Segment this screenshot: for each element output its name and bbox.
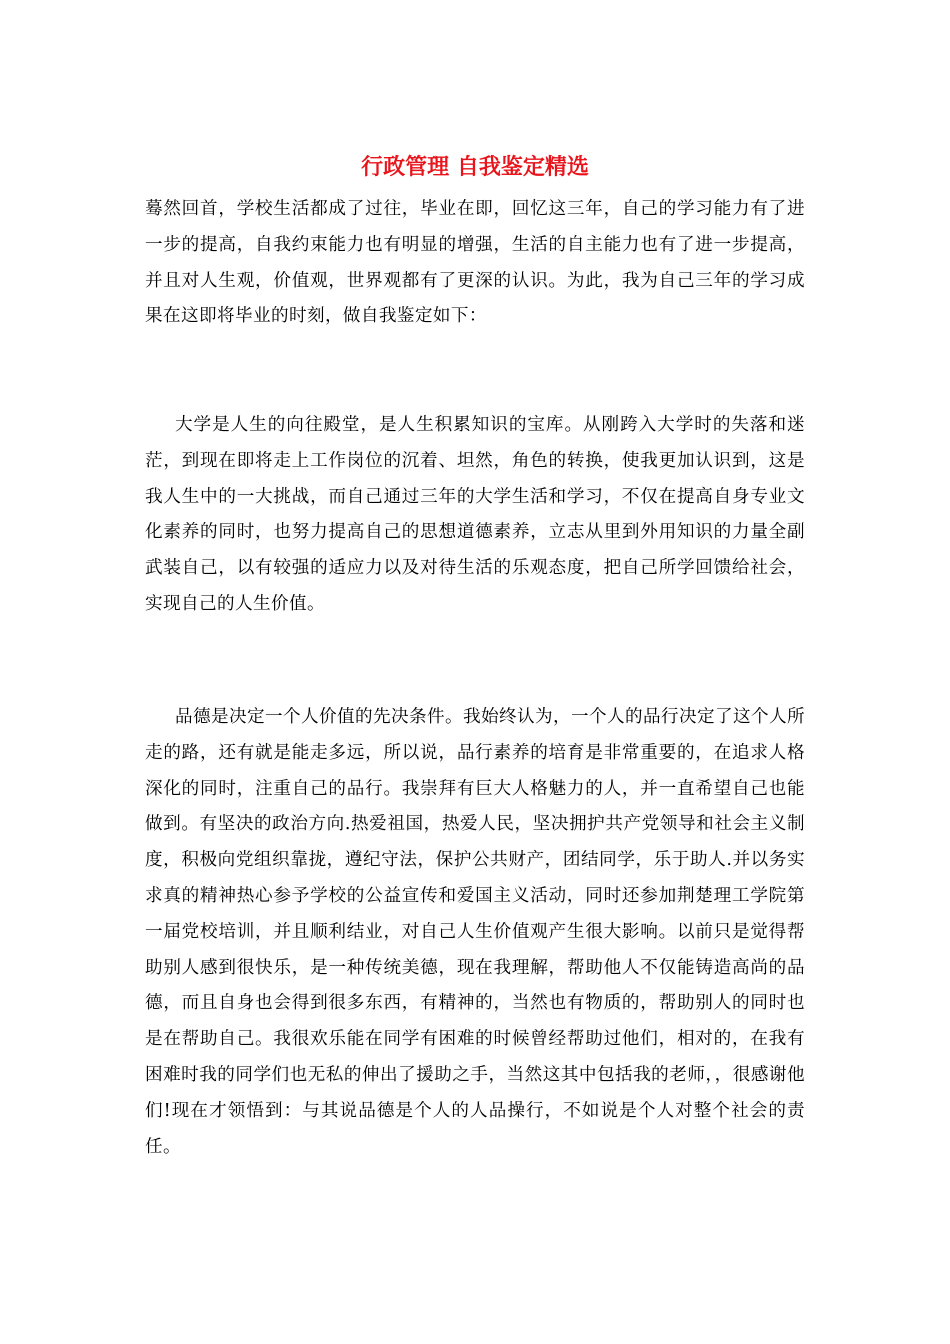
paragraph-morality: 品德是决定一个人价值的先决条件。我始终认为，一个人的品行决定了这个人所走的路，还有就是能走多远，所以说，品行素养的培育是非常重要的，在追求人格深化的同时，注重自己的品行。我崇拜有巨大人格魅力的人，并一直希望自己也能做到。有坚决的政治方向.热爱祖国，热爱人民，坚决拥护共产党领导和社会主义制度，积极向党组织靠拢，遵纪守法，保护公共财产，团结同学，乐于助人.并以务实求真的精神热心参予学校的公益宣传和爱国主义活动，同时还参加荆楚理工学院第一届党校培训，并且顺利结业，对自己人生价值观产生很大影响。以前只是觉得帮助别人感到很快乐，是一种传统美德，现在我理解，帮助他人不仅能铸造高尚的品德，而且自身也会得到很多东西，有精神的，当然也有物质的，帮助别人的同时也是在帮助自己。我很欢乐能在同学有困难的时候曾经帮助过他们，相对的，在我有困难时我的同学们也无私的伸出了援助之手，当然这其中包括我的老师，，很感谢他们!现在才领悟到：与其说品德是个人的人品操行，不如说是个人对整个社会的责任。 bbox=[145, 707, 805, 1157]
paragraph-intro: 蓦然回首，学校生活都成了过往，毕业在即，回忆这三年，自己的学习能力有了进一步的提高，自我约束能力也有明显的增强，生活的自主能力也有了进一步提高，并且对人生观，价值观，世界观都有了更深的认识。为此，我为自己三年的学习成果在这即将毕业的时刻，做自我鉴定如下： bbox=[145, 199, 805, 327]
paragraph-university: 大学是人生的向往殿堂，是人生积累知识的宝库。从刚跨入大学时的失落和迷茫，到现在即将走上工作岗位的沉着、坦然，角色的转换，使我更加认识到，这是我人生中的一大挑战，而自己通过三年的大学生活和学习，不仅在提高自身专业文化素养的同时，也努力提高自己的思想道德素养，立志从里到外用知识的力量全副武装自己，以有较强的适应力以及对待生活的乐观态度，把自己所学回馈给社会，实现自己的人生价值。 bbox=[145, 415, 805, 614]
document-title: 行政管理 自我鉴定精选 bbox=[361, 155, 589, 180]
